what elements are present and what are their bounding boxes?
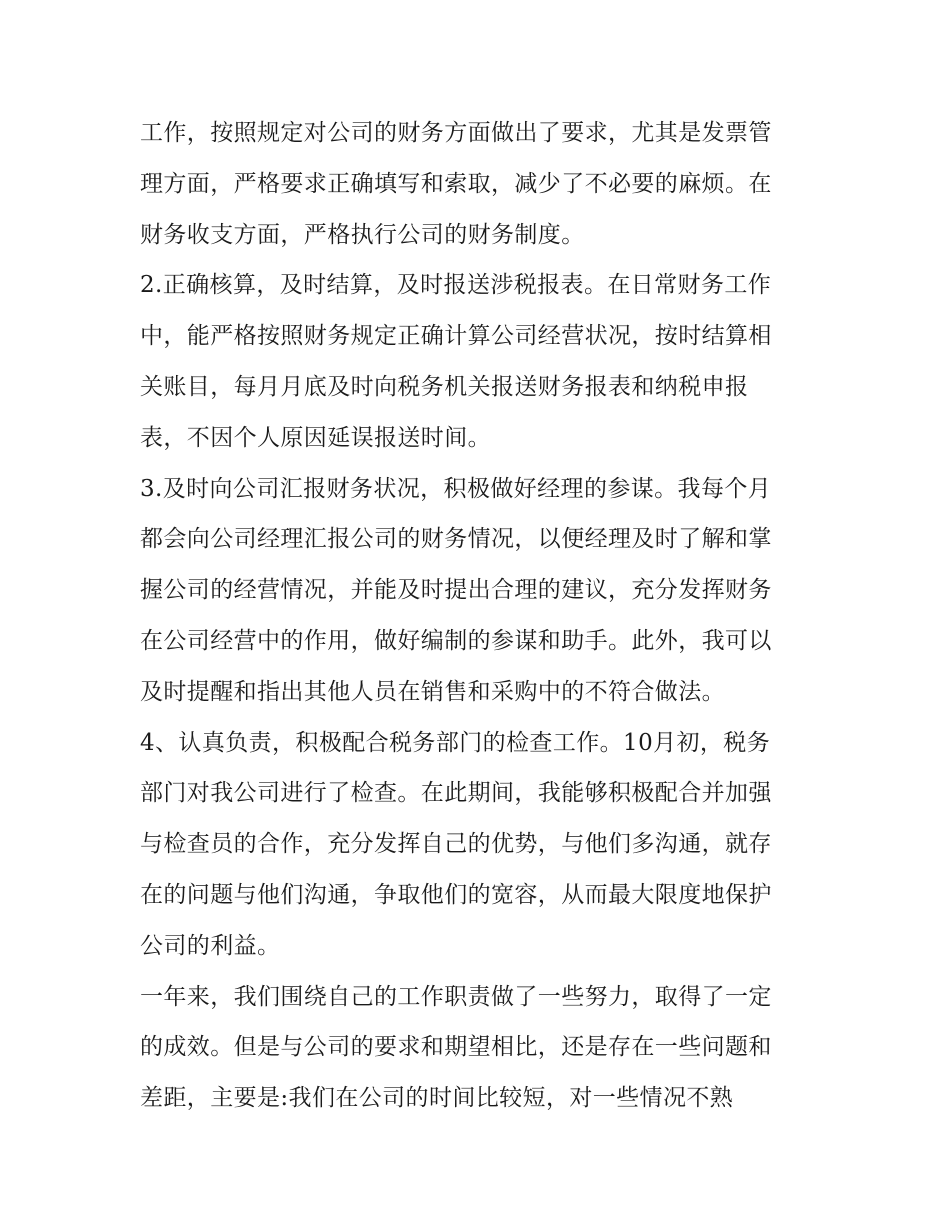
text-line: 部门对我公司进行了检查。在此期间，我能够积极配合并加强 [140, 780, 772, 807]
text-line: 4、认真负责，积极配合税务部门的检查工作。10月初，税务 [140, 729, 771, 756]
paragraph-summary [140, 972, 820, 1124]
document-body [140, 108, 820, 1124]
text-line: 公司的利益。 [140, 932, 281, 959]
text-line: 一年来，我们围绕自己的工作职责做了一些努力，取得了一定 [140, 983, 772, 1010]
text-line: 3.及时向公司汇报财务状况，积极做好经理的参谋。我每个月 [140, 475, 772, 502]
text-line: 的成效。但是与公司的要求和期望相比，还是存在一些问题和 [140, 1034, 772, 1061]
text-line: 在公司经营中的作用，做好编制的参谋和助手。此外，我可以 [140, 627, 772, 654]
paragraph-item-2 [140, 260, 820, 463]
text-line: 与检查员的合作，充分发挥自己的优势，与他们多沟通，就存 [140, 831, 772, 858]
paragraph-item-4 [140, 718, 820, 972]
text-line: 中，能严格按照财务规定正确计算公司经营状况，按时结算相 [140, 323, 772, 350]
text-line: 2.正确核算，及时结算，及时报送涉税报表。在日常财务工作 [140, 272, 772, 299]
text-line: 工作，按照规定对公司的财务方面做出了要求，尤其是发票管 [140, 120, 772, 146]
text-line: 在的问题与他们沟通，争取他们的宽容，从而最大限度地保护 [140, 881, 772, 908]
text-line: 握公司的经营情况，并能及时提出合理的建议，充分发挥财务 [140, 577, 772, 604]
paragraph-item-3 [140, 464, 820, 718]
text-line: 差距，主要是:我们在公司的时间比较短，对一些情况不熟 [140, 1085, 734, 1112]
text-line: 及时提醒和指出其他人员在销售和采购中的不符合做法。 [140, 678, 725, 705]
text-line: 表，不因个人原因延误报送时间。 [140, 424, 491, 451]
text-line: 都会向公司经理汇报公司的财务情况，以便经理及时了解和掌 [140, 526, 772, 553]
paragraph-invoice-management [140, 108, 820, 260]
text-line: 财务收支方面，严格执行公司的财务制度。 [140, 221, 585, 248]
text-line: 关账目，每月月底及时向税务机关报送财务报表和纳税申报 [140, 373, 749, 400]
text-line: 理方面，严格要求正确填写和索取，减少了不必要的麻烦。在 [140, 170, 772, 197]
